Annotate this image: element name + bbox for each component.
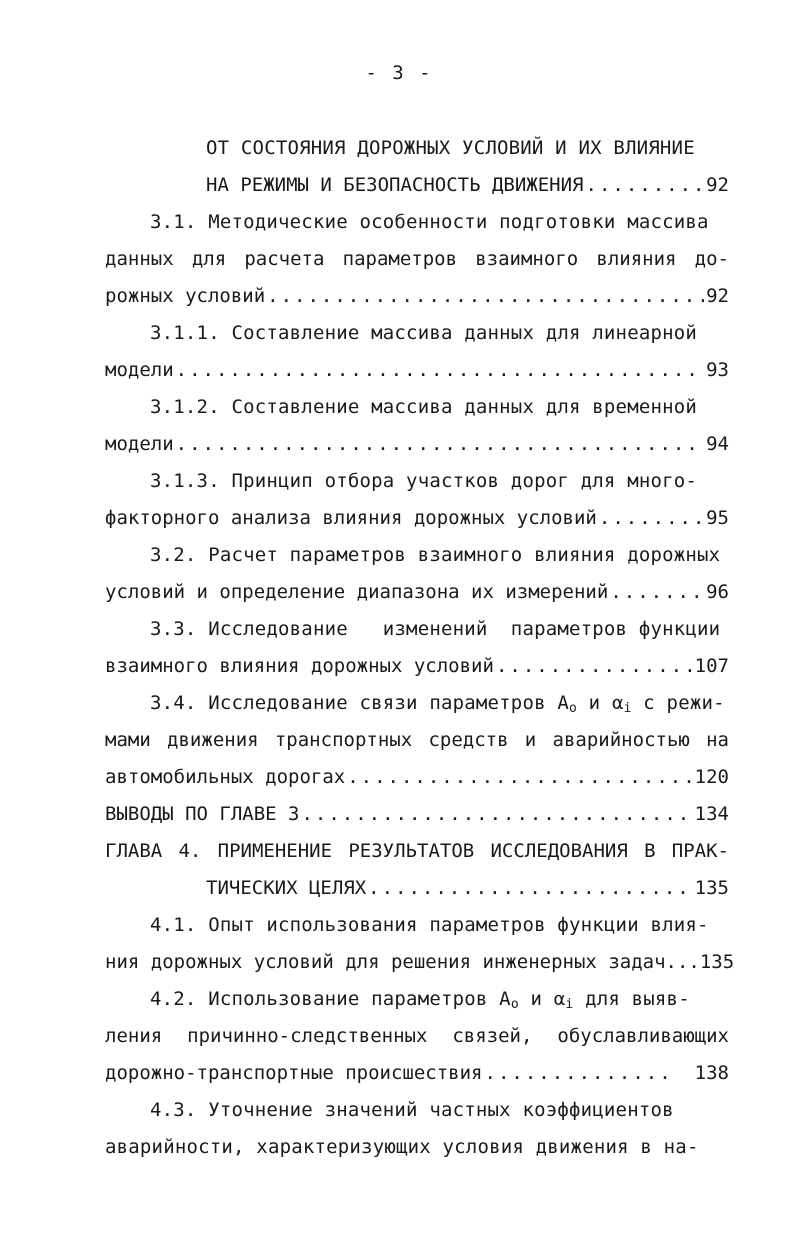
- line-text: с режи-: [631, 692, 725, 714]
- leader-dots: [301, 802, 692, 826]
- subscript: o: [569, 701, 578, 716]
- toc-entry: [105, 432, 729, 456]
- toc-entry: [105, 950, 735, 974]
- toc-entry: [206, 876, 729, 900]
- leader-dots: [176, 432, 704, 456]
- toc-line: 3.1. Методические особенности подготовки массива: [150, 211, 709, 233]
- toc-entry-text: модели: [105, 433, 174, 455]
- toc-page-number: 95: [706, 507, 729, 529]
- toc-page-number: 93: [706, 359, 729, 381]
- toc-entry: [105, 654, 729, 678]
- toc-entry-text: ТИЧЕСКИХ ЦЕЛЯХ: [206, 877, 367, 899]
- toc-entry: [105, 765, 729, 789]
- subscript: i: [565, 997, 574, 1012]
- leader-dots: [610, 580, 704, 604]
- toc-entry: [206, 173, 729, 197]
- toc-entry-text: НА РЕЖИМЫ И БЕЗОПАСНОСТЬ ДВИЖЕНИЯ: [206, 174, 584, 196]
- line-text: 4.2. Использование параметров A: [150, 988, 511, 1010]
- toc-entry: [105, 802, 729, 826]
- toc-line: 3.1.1. Составление массива данных для линеарной: [150, 322, 698, 344]
- toc-page-number: 92: [706, 174, 729, 196]
- toc-line: 3.2. Расчет параметров взаимного влияния дорожных: [150, 544, 721, 566]
- leader-dots: [485, 1061, 671, 1085]
- toc-entry-text: факторного анализа влияния дорожных условий: [105, 507, 597, 529]
- toc-page-number: 135: [694, 877, 729, 899]
- toc-page-number: 138: [694, 1062, 729, 1084]
- toc-line: ления причинно-следственных связей, обуславливающих: [105, 1025, 729, 1047]
- subscript: o: [510, 997, 519, 1012]
- toc-line: 3.1.3. Принцип отбора участков дорог для много-: [150, 470, 698, 492]
- toc-page-number: 96: [706, 581, 729, 603]
- toc-page-number: 92: [706, 285, 729, 307]
- toc-page-number: 94: [706, 433, 729, 455]
- toc-line: мами движения транспортных средств и аварийностью на: [105, 729, 729, 751]
- toc-entry-text: ния дорожных условий для решения инженерных задач...: [105, 951, 700, 973]
- toc-entry: [105, 580, 729, 604]
- leader-dots: [176, 358, 704, 382]
- toc-entry-text: взаимного влияния дорожных условий: [105, 655, 494, 677]
- leader-dots: [347, 765, 692, 789]
- toc-entry-text: автомобильных дорогах: [105, 766, 346, 788]
- toc-line: 3.1.2. Составление массива данных для временной: [150, 396, 698, 418]
- leader-dots: [586, 173, 705, 197]
- toc-line: ОТ СОСТОЯНИЯ ДОРОЖНЫХ УСЛОВИЙ И ИХ ВЛИЯНИЕ: [206, 137, 695, 159]
- toc-entry-text: условий и определение диапазона их измерений: [105, 581, 609, 603]
- toc-page-number: 135: [699, 951, 735, 973]
- toc-line: аварийности, характеризующих условия движения в на-: [105, 1136, 699, 1158]
- line-text: и α: [518, 988, 566, 1010]
- toc-line: данных для расчета параметров взаимного влияния до-: [105, 248, 729, 270]
- leader-dots: [599, 506, 704, 530]
- toc-line: ГЛАВА 4. ПРИМЕНЕНИЕ РЕЗУЛЬТАТОВ ИССЛЕДОВАНИЯ В ПРАК-: [105, 840, 729, 862]
- toc-entry-text: ВЫВОДЫ ПО ГЛАВЕ 3: [105, 803, 300, 825]
- toc-line: [150, 987, 690, 1017]
- toc-entry: [105, 1061, 729, 1085]
- leader-dots: [267, 284, 704, 308]
- toc-line: 4.1. Опыт использования параметров функции влия-: [150, 914, 709, 936]
- toc-entry-text: дорожно-транспортные происшествия: [105, 1062, 483, 1084]
- line-text: и α: [577, 692, 624, 714]
- line-text: 3.4. Исследование связи параметров A: [150, 692, 570, 714]
- toc-page-number: 107: [694, 655, 729, 677]
- toc-entry: [105, 284, 729, 308]
- toc-line: [150, 691, 725, 721]
- leader-dots: [496, 654, 693, 678]
- toc-entry-text: рожных условий: [105, 285, 266, 307]
- page-number: - 3 -: [365, 62, 433, 84]
- subscript: i: [623, 701, 632, 716]
- line-text: для выяв-: [573, 988, 690, 1010]
- leader-dots: [368, 876, 693, 900]
- toc-line: 3.3. Исследование изменений параметров функции: [150, 618, 721, 640]
- toc-entry: [105, 358, 729, 382]
- toc-page-number: 120: [694, 766, 729, 788]
- toc-entry: [105, 506, 729, 530]
- toc-page-number: 134: [694, 803, 729, 825]
- toc-line: 4.3. Уточнение значений частных коэффициентов: [150, 1099, 674, 1121]
- toc-entry-text: модели: [105, 359, 174, 381]
